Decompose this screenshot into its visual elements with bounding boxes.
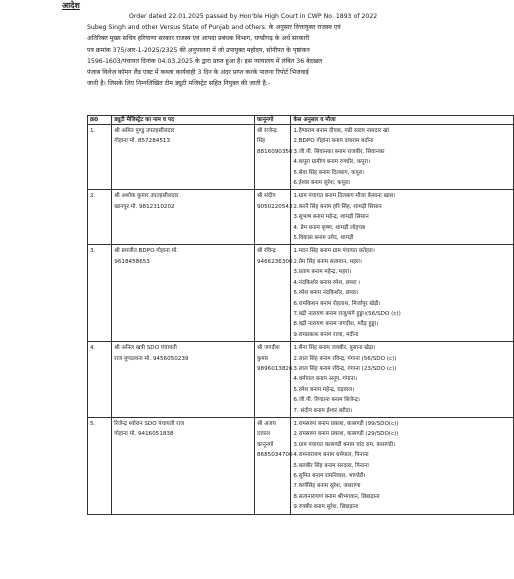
case-line: 3.सुभाष बनाम महेन्द्र, शामड़ी सिसान <box>293 214 369 221</box>
kanungo-line: 8685034700 <box>256 452 293 459</box>
order-heading: आदेश <box>62 1 80 10</box>
kanungo-cell <box>254 190 293 245</box>
order-line: Order dated 22.01.2025 passed by Hon'ble High Court in CWP No. 1893 of 2022 <box>129 13 378 20</box>
case-line: 2.लाल सिंह बनाम रविन्द्र, गंगाना (56/SDO (c)) <box>293 355 397 362</box>
serial-cell: 4. <box>88 342 112 418</box>
case-line: 6.ईश्वर बनाम सुरेश, कपूरा। <box>293 180 351 187</box>
case-line: 3.प्रताप बनाम महेन्द्र, महरा। <box>293 269 352 276</box>
header-cases: केस अनुसार व मौजा <box>291 116 514 125</box>
kanungo-cell <box>254 245 293 342</box>
case-line: 4.धर्मपाल बनाम अनूप, गंगाना। <box>293 376 358 383</box>
kanungo-line: कुमार <box>256 355 269 362</box>
officer-line: गोहाना मो. 857284513 <box>114 138 171 145</box>
kanungo-line: श्री रविन्द्र <box>256 248 276 255</box>
case-line: 2.करनै सिंह बनाम हरि सिंह, शामड़ी सिसान <box>293 203 382 210</box>
header-kanungo: कानूनगो <box>254 116 290 125</box>
case-line: 8.सत्यनारायण बनाम श्रीभगवान, छिछड़ाना <box>293 493 380 500</box>
officer-line: राज मुण्डलाना मो. 9456050239 <box>114 355 189 362</box>
officer-line: खानपुर मो. 9812310202 <box>114 203 175 210</box>
officer-line: श्री प्रमजीत BDPO गोहाना मो. <box>114 248 179 255</box>
case-line: 2.प्रेम सिंह बनाम सत्यवान, महरा। <box>293 258 362 265</box>
officer-cell <box>112 190 255 245</box>
case-line: 2.BDPO गोहाना बनाम दयाराम बर्दाना <box>293 138 374 145</box>
case-line: 4.नंदकिशोर बनाम रमेश, छपरा । <box>293 279 361 286</box>
officer-cell <box>112 125 255 190</box>
case-line: 3.ग्राम पंचायत कासण्डी बनाम चांद राम, कासण्डी। <box>293 441 396 448</box>
order-line: पत्र क्रमांक 375/आर-1-2025/2325 की अनुपालना में जो उपायुक्त महोदय, सोनीपत के पृष्ठांकन <box>87 46 310 54</box>
cases-cell <box>291 342 514 418</box>
kanungo-line: 9466236300 <box>256 258 293 265</box>
table-row <box>88 125 514 190</box>
kanungo-line: 9050220543 <box>256 203 293 210</box>
case-line: 7.कर्णसिंह बनाम सुरेश, जसराणा <box>293 483 361 490</box>
officer-cell <box>112 342 255 418</box>
cases-cell <box>291 245 514 342</box>
serial-cell: 3. <box>88 245 112 342</box>
kanungo-cell <box>254 417 293 514</box>
case-line: 1.सैना सिंह बनाम जयबीर, बुसाना खेड़ा। <box>293 345 376 352</box>
case-line: 4. प्रेम बनाम कृष्ण, शामड़ी लोहचब <box>293 224 366 231</box>
case-line: 1.रामसरुप बनाम प्रकाश, कासण्डी (99/SDO(c)) <box>293 420 399 427</box>
header-serial: क्र0 <box>88 116 112 125</box>
case-line: 5.रमेश बनाम नंदकिशोर, छपरा। <box>293 290 359 297</box>
table-row <box>88 190 514 245</box>
order-line: अतिरिक्त मुख्य सचिव हरियाणा सरकार राजस्व एवं आपदा प्रबंधक विभाग, चण्डीगढ़ के अर्ध सरकारी <box>87 35 310 43</box>
kanungo-line: श्री जगदीश <box>256 345 280 352</box>
case-line: 1.हैण्डराम बनाम दीपक, गढी सराय नामदार खां <box>293 128 389 134</box>
case-line: 6.सुमित बनाम रामनिवास, भाण्डेरी। <box>293 473 366 479</box>
duty-magistrate-table <box>87 115 514 515</box>
case-line: 3.लाल सिंह बनाम रविन्द्र, गंगाना (23/SDO (c)) <box>293 365 397 372</box>
table-row <box>88 245 514 342</box>
case-line: 5.सेवा सिंह बनाम दिलबाग, कपूरा। <box>293 169 365 176</box>
case-line: 7. संदीप बनाम ईश्वर बरौदा। <box>293 407 353 414</box>
cases-cell <box>291 417 514 514</box>
cases-cell <box>291 125 514 190</box>
case-line: 2.रामसरुप बनाम प्रकाश, कासण्डी (29/SDO(c)) <box>293 431 399 438</box>
officer-line: 9618458653 <box>114 258 150 265</box>
serial-cell: 2. <box>88 190 112 245</box>
kanungo-line: श्री राजेन्द्र <box>256 128 277 134</box>
kanungo-line: श्री अजय <box>256 420 276 427</box>
case-line: 6.रामकिशन बनाम रोहताश, मिर्जापुर खेड़ी। <box>293 300 381 307</box>
kanungo-line: 8816090350 <box>256 148 293 155</box>
case-line: 5.विकास बनाम उमेद, शामड़ी <box>293 235 354 242</box>
case-line: 9.रामप्रकाश बनाम राजा, मदीना <box>293 331 359 338</box>
case-line: 6.जी.पी. रिण्डाना बनाम बिजेन्द्र। <box>293 397 360 404</box>
table-row <box>88 417 514 514</box>
order-paragraph <box>87 11 442 89</box>
case-line: 5.बलबीर सिंह बनाम सरदारा, पिनाना <box>293 462 369 469</box>
table-body <box>88 125 514 515</box>
order-line: Subeg Singh and other Versus State of Punjab and others. के अनुसार वित्तायुक्त राजस्व एवं <box>87 24 341 32</box>
kanungo-line: 9896013826 <box>256 365 293 372</box>
case-line: 1.मदन सिंह बनाम ग्राम पंचायत छतेहरा। <box>293 248 375 255</box>
order-line: जानी है। जिसके लिए निम्नलिखित टीम ड्यूटी मजिस्ट्रेट सहित नियुक्त की जाती है:- <box>87 80 271 88</box>
cases-cell <box>291 190 514 245</box>
header-officer: ड्यूटी मैजिस्ट्रेट का नाम व पद <box>112 116 255 125</box>
officer-line: श्री अमित पुण्डु उपतहसीलदार <box>114 128 175 134</box>
case-line: 7.बद्री नारायण बनाम राजू/मंगे हुड्डा।(56/SDO (c)) <box>293 310 401 317</box>
kanungo-line: श्री संदीप <box>256 193 276 200</box>
officer-line: रिजेन्द्र श्योरान SDO पंचायती राज <box>114 420 185 427</box>
case-line: 8.बद्री नारायण बनाम जगदीश, मदैड़ हुड्डा। <box>293 321 379 328</box>
kanungo-cell <box>254 125 293 190</box>
officer-line: गोहाना मो. 9416051838 <box>114 431 174 438</box>
kanungo-line: सिंह <box>256 138 266 145</box>
kanungo-line: दत्तरल <box>256 431 270 438</box>
officer-cell <box>112 417 255 514</box>
table-header-row <box>88 116 514 125</box>
officer-line: श्री अनिल खत्री SDO पंचायती <box>114 345 177 352</box>
kanungo-line: कानूनगो <box>256 441 274 448</box>
order-line: पंजाब विलेज कॉमन लैंड एक्ट में कब्जा कार्यवाही 3 दिन के अंदर प्राप्त करके पालना रिपोर्ट भिजवाई <box>87 69 309 77</box>
case-line: 3.जी.पी. सिवानका बनाम राजबीर, सिवानका <box>293 148 385 155</box>
officer-line: श्री अशोक कुमार उपतहसीलदार <box>114 193 179 200</box>
serial-cell: 1. <box>88 125 112 190</box>
table-row <box>88 342 514 418</box>
case-line: 1.ग्राम पंचायत बनाम दिलबाग मौजा केसाना खास। <box>293 193 396 200</box>
kanungo-cell <box>254 342 293 418</box>
officer-cell <box>112 245 255 342</box>
case-line: 4.रामनारायण बनाम धर्मपाल, पिनाना <box>293 452 369 459</box>
order-line: 1596-1603/पंचायत दिनांक 04.03.2025 के द्वारा प्राप्त हुआ है। इस न्यायालय में लंबित 36 बेदखल <box>87 57 323 65</box>
case-line: 9.रणबीर बनाम सुरेश, छिछड़ाना <box>293 504 359 511</box>
case-line: 4.कपूरा ग्रामीण बनाम रणधीर, कपूरा। <box>293 159 371 166</box>
case-line: 5.रमेश बनाम महेन्द्र, घड़वाल। <box>293 386 355 393</box>
serial-cell: 5. <box>88 417 112 514</box>
